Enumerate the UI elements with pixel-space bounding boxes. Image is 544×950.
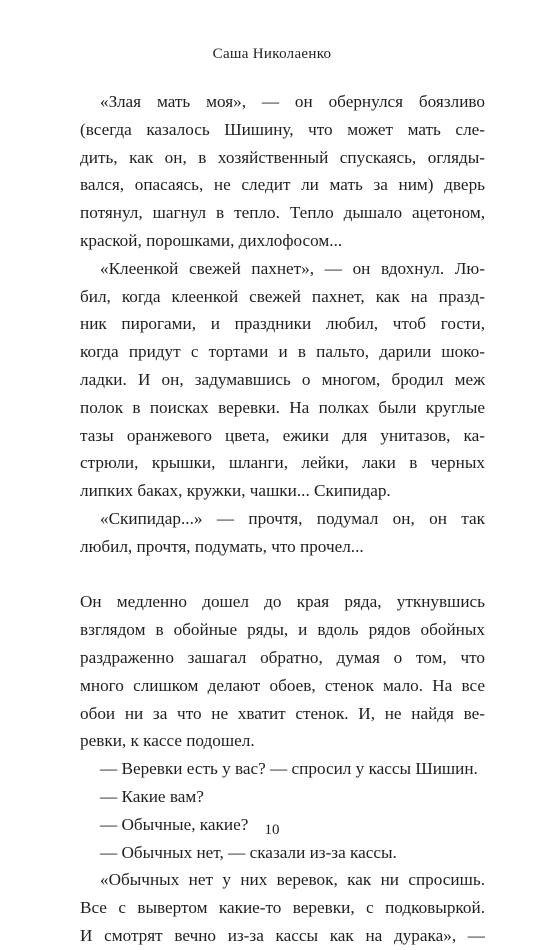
text-line: — Какие вам? — [100, 786, 204, 806]
text-line: стрюли, крышки, шланги, лейки, лаки в черных — [80, 453, 485, 473]
page-number: 10 — [264, 822, 280, 838]
text-line: Все с вывертом какие-то веревки, с подковыркой. — [80, 898, 485, 918]
text-line: когда придут с тортами и в пальто, дарили шоко- — [80, 342, 485, 362]
paragraph — [80, 783, 485, 811]
paragraph — [80, 255, 485, 505]
text-line: «Злая мать моя», — он обернулся боязливо — [100, 92, 485, 111]
paragraph — [80, 588, 485, 755]
text-line: «Обычных нет у них веревок, как ни спросишь. — [100, 870, 485, 890]
text-line: любил, прочтя, подумать, что прочел... — [80, 536, 364, 556]
paragraph — [80, 755, 485, 783]
text-line: дить, как он, в хозяйственный спускаясь, огляды- — [80, 147, 485, 167]
paragraph — [80, 839, 485, 867]
text-line: — Обычных нет, — сказали из-за кассы. — [100, 842, 397, 862]
body-text — [80, 88, 485, 950]
text-line: вался, опасаясь, не следит ли мать за ним) дверь — [80, 175, 485, 195]
text-line: много слишком делают обоев, стенок мало. На все — [80, 675, 485, 695]
text-line: ник пирогами, и праздники любил, чтоб гости, — [80, 314, 485, 334]
paragraph — [80, 866, 485, 949]
paragraph — [80, 88, 485, 255]
text-line: «Клеенкой свежей пахнет», — он вдохнул. Лю- — [100, 258, 485, 278]
text-line: (всегда казалось Шишину, что может мать сле- — [80, 119, 485, 139]
text-line: липких баках, кружки, чашки... Скипидар. — [80, 481, 391, 501]
paragraph — [80, 505, 485, 561]
text-line: взглядом в обойные ряды, и вдоль рядов обойных — [80, 620, 485, 640]
text-line: «Скипидар...» — прочтя, подумал он, он так — [100, 508, 485, 528]
text-line: краской, порошками, дихлофосом... — [80, 230, 343, 250]
text-line: ревки, к кассе подошел. — [80, 731, 255, 751]
text-line: И смотрят вечно из-за кассы как на дурака», — — [80, 925, 485, 945]
text-line: тазы оранжевого цвета, ежики для унитазов, ка- — [80, 425, 485, 445]
section-break — [80, 561, 485, 589]
text-line: раздраженно зашагал обратно, думая о том, что — [80, 647, 485, 667]
text-line: бил, когда клеенкой свежей пахнет, как на празд- — [80, 286, 485, 306]
text-line: — Веревки есть у вас? — спросил у кассы Шишин. — [100, 759, 478, 779]
text-line: ладки. И он, задумавшись о многом, бродил меж — [80, 369, 485, 389]
text-line: Он медленно дошел до края ряда, уткнувшись — [80, 592, 485, 612]
text-line: обои ни за что не хватит стенок. И, не найдя ве- — [80, 703, 485, 723]
running-head: Саша Николаенко — [212, 46, 332, 62]
text-line: потянул, шагнул в тепло. Тепло дышало ацетоном, — [80, 203, 485, 223]
text-line: полок в поисках веревки. На полках были круглые — [80, 397, 485, 417]
text-line: — Обычные, какие? — [100, 814, 249, 834]
